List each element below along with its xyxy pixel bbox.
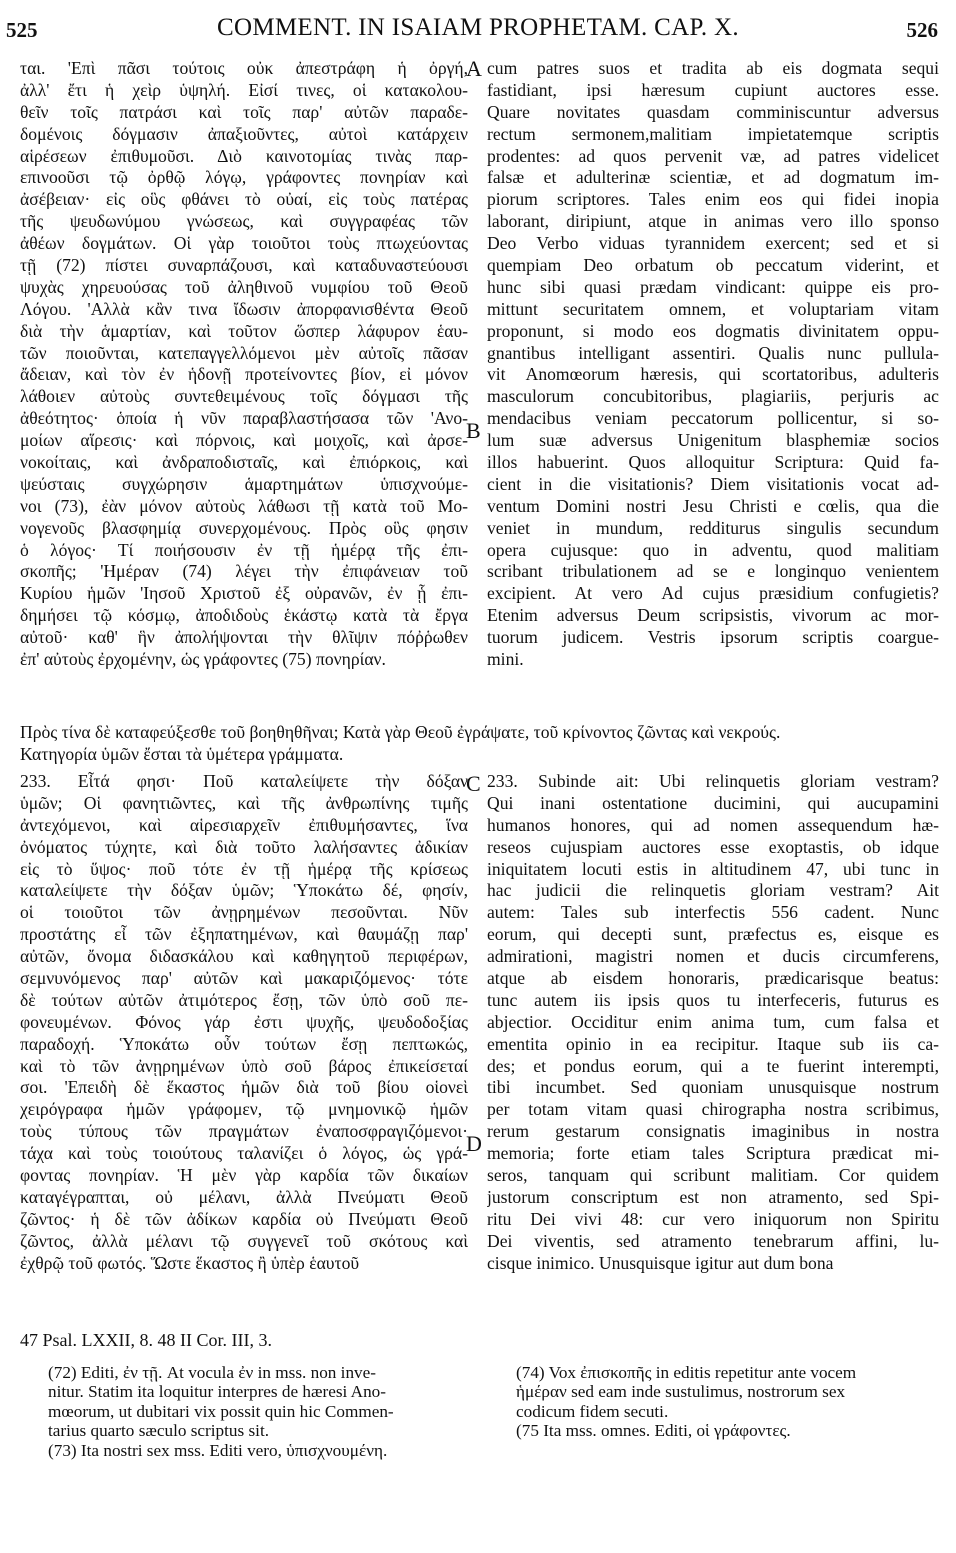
text-line: ζῶντος· ἡ δὲ τῶν ἀδίκων καρδία οὐ Πνεύματι Θεοῦ: [20, 1208, 468, 1229]
text-line: φοντας πονηρίαν. Ἡ μὲν γὰρ καρδία τῶν δικαίων: [20, 1165, 468, 1186]
text-line: επινοοῦσι τῷ ὀρθῷ λόγῳ, γράφοντες πονηρίαν καὶ: [20, 167, 468, 188]
text-line: cient in die visitationis? Diem visitationis vocat ad-: [487, 473, 939, 494]
text-line: hunc sibi quasi prædam vindicant: quippe eis pro-: [487, 276, 939, 297]
text-line: οἱ τοιοῦτοι τῶν ἀνῃρημένων πεσοῦνται. Νῦν: [20, 902, 468, 923]
text-line: ψυχὰς χηρευούσας τοῦ ἀληθινοῦ νυμφίου τοῦ Θεοῦ: [20, 276, 468, 297]
text-line: mendacibus veniam peccatorum pollicentur, si so-: [487, 408, 939, 429]
text-line: iniquitatem locuti estis in altitudinem 47, ubi tunc in: [487, 858, 939, 879]
text-line: cisque inimico. Unusquisque igitur aut dum bona: [487, 1252, 834, 1273]
text-line: illos habuerint. Quos alloquitur Scriptura: Quid fa-: [487, 452, 939, 473]
text-line: σκοπῆς; 'Ημέραν (74) λέγει τὴν ἐπιφάνειαν τοῦ: [20, 561, 468, 582]
text-line: μοίων αἵρεσις· καὶ πόρνοις, καὶ μοιχοῖς, καὶ ἀρσε-: [20, 430, 468, 451]
text-line: αἱρέσεων ἐπιθυμοῦσι. Διὸ καινοτομίας τινὰς παρ-: [20, 145, 468, 166]
text-line: laborant, diripiunt, atque in animas vero illo sponso: [487, 211, 939, 232]
greek-column-lower: [20, 771, 468, 1274]
text-line: Λόγου. 'Αλλὰ κἂν τινα ἴδωσιν ἀπορφανισθέντα Θεοῦ: [20, 298, 468, 319]
latin-column-upper: [487, 58, 939, 671]
text-line: νοι (73), ἐὰν μόνον αὐτοὺς λάθωσι τῇ κατὰ τοῦ Μο-: [20, 495, 468, 516]
text-line: ἀλλ' ἔτι ἡ χεὶρ ὑψηλή. Εἰσί τινες, οἱ κατακολου-: [20, 79, 468, 100]
text-line: καταγέγραπται, οὐ μέλανι, ἀλλὰ Πνεύματι Θεοῦ: [20, 1186, 468, 1207]
text-line: abjectior. Occiditur enim anima tum, cum falsa et: [487, 1011, 939, 1032]
text-line: seros, tanquam qui scribunt malitiam. Cor quidem: [487, 1165, 939, 1186]
greek-column-upper: [20, 58, 468, 671]
text-line: Deo Verbo viduas tyrannidem exercent; sed et si: [487, 233, 939, 254]
text-line: quempiam Deo orbatum ob peccatum viderint, et: [487, 255, 939, 276]
running-header: [0, 14, 956, 54]
text-line: καὶ τὸ τῶν ἀνῃρημένων ὑπὸ σοῦ βάρος ἐπικείσεταί: [20, 1055, 468, 1076]
text-line: ἄδειαν, καὶ τὸν ἐν ἡδονῇ προτείνοντες βίον, εἰ μόνον: [20, 364, 468, 385]
text-line: ζῶντος, ἀλλὰ μέλανι τῷ συγγενεῖ τοῦ σκότους καὶ: [20, 1230, 468, 1251]
text-line: σοι. 'Επειδὴ δὲ ἕκαστος ἡμῶν διὰ τοῦ βίου οἱονεὶ: [20, 1077, 468, 1098]
note-line: nitur. Statim ita loquitur interpres de hæresi Ano-: [48, 1382, 386, 1402]
text-line: καταλείψετε τὴν δόξαν ὑμῶν; Ὑποκάτω δέ, φησίν,: [20, 880, 468, 901]
text-line: ὑμῶν; Οἱ φανητιῶντες, καὶ τῆς ἀνθρωπίνης τιμῆς: [20, 792, 468, 813]
text-line: admirationi, magistri nomen et ducis circumferens,: [487, 946, 939, 967]
text-line: tunc autem iis ipsis quos tu interfeceris, futurus es: [487, 989, 939, 1010]
text-line: Qui inani ostentatione ducimini, qui aucupamini: [487, 792, 939, 813]
text-line: veniet in mundum, redditurus singulis secundum: [487, 517, 939, 538]
editorial-notes-left: [48, 1363, 468, 1460]
text-line: Κυρίου ἡμῶν 'Ιησοῦ Χριστοῦ ἐξ οὐρανῶν, ἐν ᾗ ἐπι-: [20, 583, 468, 604]
text-line: ventum Domini nostri Jesu Christi e cœlis, qua die: [487, 495, 939, 516]
margin-marker-c: C: [466, 771, 481, 796]
text-line: eorum, qui decepti sunt, præfectus es, eisque es: [487, 924, 939, 945]
text-line: masculorum concubitoribus, plagiariis, perjuris ac: [487, 386, 939, 407]
text-line: αὐτῶν, ὄνομα διδασκάλου καὶ καθηγητοῦ περιφέρων,: [20, 946, 468, 967]
text-line: lum suæ adversus Unigenitum blasphemiæ socios: [487, 430, 939, 451]
text-line: falsæ et adulterinæ scientiæ, et ad dogmatum im-: [487, 167, 939, 188]
text-line: προστάτης εἶ τῶν ἐξηπατημένων, καὶ θαυμάζῃ παρ': [20, 924, 468, 945]
text-line: fastidiant, ipsi hæresum cupiunt auctores esse.: [487, 79, 939, 100]
text-line: tibi incumbet. Sed quoniam unusquisque nostrum: [487, 1077, 939, 1098]
text-line: Quare novitates quasdam comminiscuntur adversus: [487, 101, 939, 122]
text-line: cum patres suos et tradita ab eis dogmata sequi: [487, 58, 939, 78]
text-line: rectum sermonem,malitiam impietatemque scriptis: [487, 123, 939, 144]
text-line: θεῖν τοῖς πατράσι καὶ τοῖς παρ' αὐτῶν παραδε-: [20, 101, 468, 122]
text-line: δομένοις δόγμασιν ἀπαξιοῦντες, αὐτοὶ κατάρχειν: [20, 123, 468, 144]
margin-marker-d: D: [466, 1131, 482, 1156]
note-line: (73) Ita nostri sex mss. Editi vero, ὑπισχνουμένη.: [48, 1440, 388, 1460]
note-line: tarius quarto sæculo scriptus sit.: [48, 1421, 270, 1441]
text-line: gnantibus intelligant assentiri. Qualis nunc pullula-: [487, 342, 939, 363]
text-line: δημήσει τῷ κόσμῳ, ἀποδιδοὺς ἑκάστῳ κατὰ τὰ ἔργα: [20, 605, 468, 626]
spanning-greek-line: Πρὸς τίνα δὲ καταφεύξεσθε τοῦ βοηθηθῆναι; Κατὰ γὰρ Θεοῦ ἐγράψατε, τοῦ κρίνοντος ζῶντας καὶ νεκρούς.: [20, 722, 781, 742]
text-line: hac judicii die relinquetis gloriam vestram? Ait: [487, 880, 939, 901]
text-line: ἐπ' αὐτοὺς ἐρχομένην, ὡς γράφοντες (75) πονηρίαν.: [20, 649, 386, 670]
text-line: 233. Εἶτά φησι· Ποῦ καταλείψετε τὴν δόξαν: [20, 771, 468, 791]
text-line: Etenim adversus Deum scripsistis, vivorum ac mor-: [487, 605, 939, 626]
text-line: λάθοιεν αὐτοὺς συντεθειμένους τοῖς δόγμασι τῆς: [20, 386, 468, 407]
text-line: 233. Subinde ait: Ubi relinquetis gloriam vestram?: [487, 771, 939, 791]
text-line: σεμνυνόμενος παρ' αὐτῶν καὶ μακαριζόμενος· τότε: [20, 968, 468, 989]
text-line: piorum scriptores. Tales enim eos qui fidei inopia: [487, 189, 939, 210]
text-line: νοκοίταις, καὶ ἀνδραποδισταῖς, καὶ ἐπιόρκοις, καὶ: [20, 452, 468, 473]
text-line: τάχα καὶ τοὺς τοιούτους ταλανίζει ὁ λόγος, ὡς γρά-: [20, 1143, 468, 1164]
margin-marker-a: A: [466, 56, 482, 81]
text-line: memoria; forte etiam tales Scriptura prædicat mi-: [487, 1143, 939, 1164]
note-line: (75 Ita mss. omnes. Editi, οἱ γράφοντες.: [516, 1421, 791, 1441]
margin-marker-b: B: [466, 418, 481, 443]
text-line: ementita opinio in ea recipitur. Itaque sub iis ca-: [487, 1033, 939, 1054]
text-line: per totam vitam quasi chirographa nostra scribimus,: [487, 1099, 939, 1120]
text-line: διὰ τὴν ἁμαρτίαν, καὶ τοῦτον ὥσπερ λάφυρον ἑαυ-: [20, 320, 468, 341]
text-line: rerum gestarum consignatis imaginibus in nostra: [487, 1121, 939, 1142]
text-line: excipient. At vero Ad cujus præsidium confugietis?: [487, 583, 939, 604]
text-line: autem: Tales sub interfectis 556 cadent. Nunc: [487, 902, 939, 923]
text-line: reseos cujuspiam auctores esse exoptastis, ob idque: [487, 836, 939, 857]
text-line: tuorum judicem. Vestris ipsorum scriptis coargue-: [487, 627, 939, 648]
text-line: humanos honores, qui ad nomen assequendum hæ-: [487, 814, 939, 835]
text-line: φονευμένων. Φόνος γάρ ἐστι ψυχῆς, ψευδοδοξίας: [20, 1011, 468, 1032]
running-title: COMMENT. IN ISAIAM PROPHETAM. CAP. X.: [217, 14, 739, 41]
text-line: justorum conscriptum est non atramento, sed Spi-: [487, 1186, 939, 1207]
spanning-greek-line-2: Κατηγορία ὑμῶν ἔσται τὰ ὑμέτερα γράμματα.: [20, 744, 344, 764]
text-line: mittunt securitatem omnem, et voluptariam vitam: [487, 298, 939, 319]
text-line: τῶν ποιοῦνται, κατεπαγγελλόμενοι μὲν αὐτοῖς πᾶσαν: [20, 342, 468, 363]
text-line: ritu Dei vivi 48: cur vero iniquorum non Spiritu: [487, 1208, 939, 1229]
note-line: codicum fidem secuti.: [516, 1401, 669, 1421]
text-line: ὁ λόγος· Τί ποιήσουσιν ἐν τῇ ἡμέρᾳ τῆς ἐπι-: [20, 539, 468, 560]
text-line: ἀθέων δογμάτων. Οἱ γὰρ τοιοῦτοι τοὺς πτωχεύοντας: [20, 233, 468, 254]
text-line: Dei viventis, sed atramento tenebrarum affini, lu-: [487, 1230, 939, 1251]
page-number-right: 526: [906, 18, 938, 42]
text-line: χειρόγραφα ἡμῶν γράφομεν, τῷ μνημονικῷ ἡμῶν: [20, 1099, 468, 1120]
text-line: δὲ τούτων αὐτῶν ἀτιμότερος ἔσῃ, τῶν ὑπὸ σοῦ πε-: [20, 989, 468, 1010]
text-line: εἰς τὸ ὕψος· ποῦ τότε ἐν τῇ ἡμέρᾳ τῆς κρίσεως: [20, 858, 468, 879]
note-line: (72) Editi, ἐν τῇ. At vocula ἐν in mss. non inve-: [48, 1363, 376, 1382]
text-line: ψεύσταις συγχώρησιν ἁμαρτημάτων ὑπισχνούμε-: [20, 473, 468, 494]
note-line: (74) Vox ἐπισκοπῆς in editis repetitur ante vocem: [516, 1363, 857, 1382]
text-line: mini.: [487, 649, 524, 670]
text-line: τῇ (72) πίστει συναρπάζουσι, καὶ καταδυναστεύουσι: [20, 255, 468, 276]
note-line: ἡμέραν sed eam inde sustulimus, nostrorum sex: [516, 1382, 846, 1402]
text-line: ἀθεότητος· ὁποία ἡ νῦν παραβλαστήσασα τῶν 'Ανο-: [20, 408, 468, 429]
text-line: ἀντεχόμενοι, καὶ αἱρεσιαρχεῖν ἐπιθυμήσαντες, ἵνα: [20, 814, 468, 835]
text-line: παραδοχή. Ὑποκάτω οὖν τούτων ἔσῃ πεπτωκώς,: [20, 1033, 468, 1054]
text-line: ἐχθρῷ τοῦ φωτός. Ὥστε ἕκαστος ἢ ὑπὲρ ἑαυτοῦ: [20, 1252, 360, 1273]
note-line: mœorum, ut dubitari vix possit quin hic Commen-: [48, 1401, 394, 1421]
text-line: scribant tribulationem ad se e longinquo venientem: [487, 561, 939, 582]
text-line: prodentes: ad quos pervenit væ, ad patres videlicet: [487, 145, 939, 166]
editorial-notes-right: [516, 1363, 942, 1441]
text-line: αὐτοῦ· καθ' ἣν ἀπολήψονται τὴν θλῖψιν πόῤῥωθεν: [20, 627, 468, 648]
latin-column-lower: [487, 771, 939, 1274]
text-line: ται. 'Επὶ πᾶσι τούτοις οὐκ ἀπεστράφη ἡ ὀργή,: [20, 58, 468, 78]
text-line: opera cujusque: quo in adventu, quod malitiam: [487, 539, 939, 560]
text-line: νογενοῦς βλασφημίᾳ συνερχομένους. Πρὸς οὓς φησιν: [20, 517, 468, 538]
text-line: vit Anomœorum hæresis, qui scortatoribus, adulteris: [487, 364, 939, 385]
text-line: ὀνόματος τύχητε, καὶ διὰ τοῦτο λαλήσαντες ἀδικίαν: [20, 836, 468, 857]
text-line: des; et pondus eorum, qui a te fuerint interempti,: [487, 1055, 939, 1076]
text-line: proponunt, si modo eos dogmatis divinitatem oppu-: [487, 320, 939, 341]
text-line: τοὺς τύπους τῶν πραγμάτων ἐναποσφραγιζόμενοι·: [20, 1121, 468, 1142]
text-line: τῆς ψευδωνύμου γνώσεως, καὶ συγγραφέας τῶν: [20, 211, 468, 232]
scripture-footnote-references: 47 Psal. LXXII, 8. 48 II Cor. III, 3.: [20, 1330, 272, 1350]
text-line: atque ab eisdem honoraris, prædicarisque beatus:: [487, 968, 939, 989]
text-line: ἀσέβειαν· εἰς οὓς φθάνει τὸ οὐαί, εἰς τοὺς πατέρας: [20, 189, 468, 210]
page-number-left: 525: [6, 18, 38, 42]
